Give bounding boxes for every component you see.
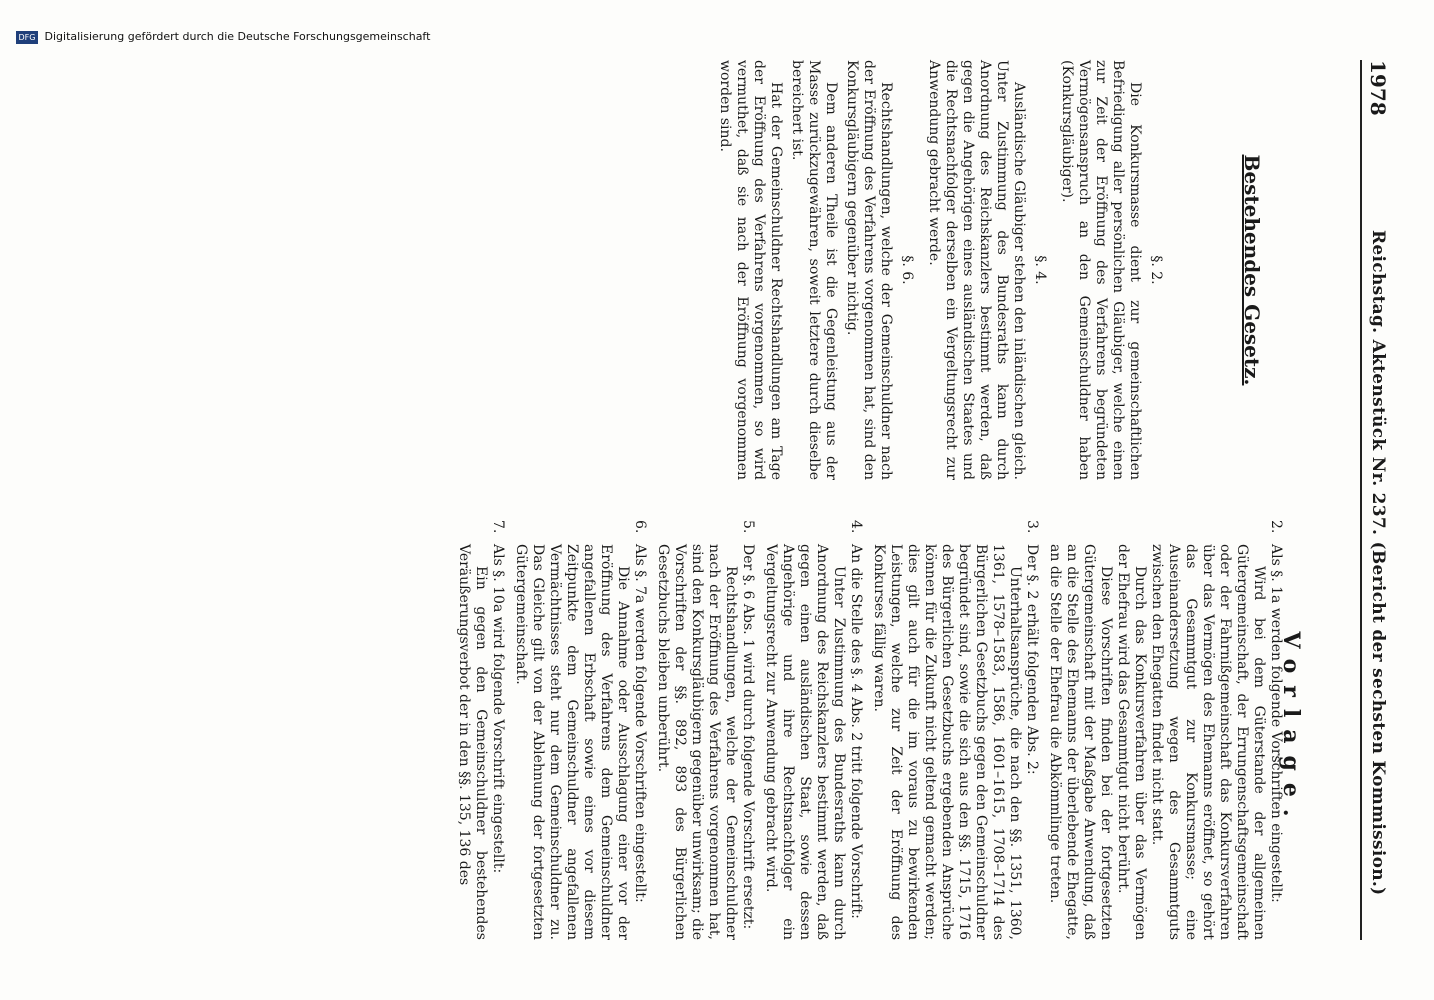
item-text: Als §. 1a werden folgende Vorschriften eingestellt:: [1268, 544, 1284, 903]
paragraph: Rechtshandlungen, welche der Gemeinschuldner nach der Eröffnung des Verfahrens vorgenommen hat, sind den Konkursgläubigern gegenüber nichtig.: [844, 60, 894, 480]
section-heading: §. 2.: [1148, 255, 1164, 285]
item-number: 7.: [490, 520, 506, 534]
left-column: [712, 60, 1174, 480]
dfg-logo-icon: DFG: [16, 31, 38, 44]
item-text: Der §. 6 Abs. 1 wird durch folgende Vorschrift ersetzt:: [740, 544, 756, 930]
numbered-item: [762, 520, 864, 940]
item-paragraph: Unter Zustimmung des Bundesraths kann durch Anordnung des Reichskanzlers bestimmt werden, daß gegen einen ausländischen Staat, sowie dessen Angehörige und ihre Rechtsnachfolger ein Vergeltungsrecht zur Anwendung gebracht wird.: [763, 544, 847, 940]
item-paragraph: Die Annahme oder Ausschlagung einer vor der Eröffnung des Verfahrens dem Gemeinschuldner angefallenen Erbschaft sowie eines vor diesem Zeitpunkte dem Gemeinschuldner angefallenen Vermächtnisses steht nur dem Gemeinschuldner zu. Das Gleiche gilt von der Ablehnung der fortgesetzten Gütergemeinschaft.: [513, 544, 631, 940]
header-title: Reichstag. Aktenstück Nr. 237. (Bericht der sechsten Kommission.): [1368, 230, 1388, 896]
item-number: 6.: [632, 520, 648, 534]
item-text: An die Stelle des §. 4 Abs. 2 tritt folgende Vorschrift:: [848, 544, 864, 919]
section-heading: §. 6.: [899, 255, 915, 285]
right-column-title: Vorlage.: [1278, 631, 1304, 829]
item-number: 2.: [1268, 520, 1284, 534]
page-header: [1360, 60, 1396, 940]
numbered-item: [512, 520, 648, 940]
paragraph: Ausländische Gläubiger stehen den inländischen gleich. Unter Zustimmung des Bundesraths kann durch Anordnung des Reichskanzlers bestimmt werden, daß gegen die Angehörigen eines ausländischen Staates und die Rechtsnachfolger derselben ein Vergeltungsrecht zur Anwendung gebracht werde.: [926, 60, 1027, 480]
item-text: Als §. 10a wird folgende Vorschrift eingestellt:: [490, 544, 506, 874]
right-column: [449, 520, 1284, 940]
item-number: 4.: [848, 520, 864, 534]
page-number: 1978: [1366, 60, 1390, 116]
paragraph: Dem anderen Theile ist die Gegenleistung aus der Masse zurückzugewähren, soweit letztere durch dieselbe bereichert ist.: [789, 60, 839, 480]
item-paragraph: Diese Vorschriften finden bei der fortgesetzten Gütergemeinschaft mit der Maßgabe Anwendung, daß an die Stelle des Ehemanns der überlebende Ehegatte, an die Stelle der Ehefrau die Abkömmlinge treten.: [1047, 544, 1114, 940]
digitization-text: Digitalisierung gefördert durch die Deutsche Forschungsgemeinschaft: [44, 30, 431, 43]
item-number: 3.: [1024, 520, 1040, 534]
item-paragraph: Rechtshandlungen, welche der Gemeinschuldner nach der Eröffnung des Verfahrens vorgenommen hat, sind den Konkursgläubigern gegenüber unwirksam; die Vorschriften der §§. 892, 893 des Bürgerlichen Gesetzbuchs bleiben unberührt.: [655, 544, 739, 940]
numbered-item: [455, 520, 506, 940]
numbered-item: [870, 520, 1040, 940]
item-paragraph: Ein gegen den Gemeinschuldner bestehendes Veräußerungsverbot der in den §§. 135, 136 des: [456, 544, 489, 940]
item-text: Der §. 2 erhält folgenden Abs. 2:: [1024, 544, 1040, 775]
numbered-item: [1046, 520, 1284, 940]
item-paragraph: Durch das Konkursverfahren über das Vermögen der Ehefrau wird das Gesammtgut nicht berührt.: [1115, 544, 1148, 940]
numbered-item: [654, 520, 756, 940]
item-paragraph: Wird bei dem Güterstande der allgemeinen Gütergemeinschaft, der Errungenschaftsgemeinschaft oder der Fahrnißgemeinschaft das Konkursverfahren über das Vermögen des Ehemanns eröffnet, so gehört das Gesammtgut zur Konkursmasse; eine Auseinandersetzung wegen des Gesammtguts zwischen den Ehegatten findet nicht statt.: [1149, 544, 1267, 940]
section-heading: §. 4.: [1032, 255, 1048, 285]
left-column-title: Bestehendes Gesetz.: [1240, 154, 1264, 386]
item-paragraph: Unterhaltsansprüche, die nach den §§. 1351, 1360, 1361, 1578–1583, 1586, 1601–1615, 1708–1714 des Bürgerlichen Gesetzbuchs gegen den Gemeinschuldner begründet sind, sowie die sich aus den §§. 1715, 1716 des Bürgerlichen Gesetzbuchs ergebenden Ansprüche können für die Zukunft nicht geltend gemacht werden; dies gilt auch für die im voraus zu bewirkenden Leistungen, welche zur Zeit der Eröffnung des Konkurses fällig waren.: [871, 544, 1023, 940]
paragraph: Hat der Gemeinschuldner Rechtshandlungen am Tage der Eröffnung des Verfahrens vorgenommen, so wird vermuthet, daß sie nach der Eröffnung vorgenommen worden sind.: [717, 60, 784, 480]
paragraph: Die Konkursmasse dient zur gemeinschaftlichen Befriedigung aller persönlichen Gläubiger, welche einen zur Zeit der Eröffnung des Verfahrens begründeten Vermögensanspruch an den Gemeinschuldner haben (Konkursgläubiger).: [1059, 60, 1143, 480]
item-text: Als §. 7a werden folgende Vorschriften eingestellt:: [632, 544, 648, 903]
item-number: 5.: [740, 520, 756, 534]
digitization-note: [16, 30, 996, 44]
